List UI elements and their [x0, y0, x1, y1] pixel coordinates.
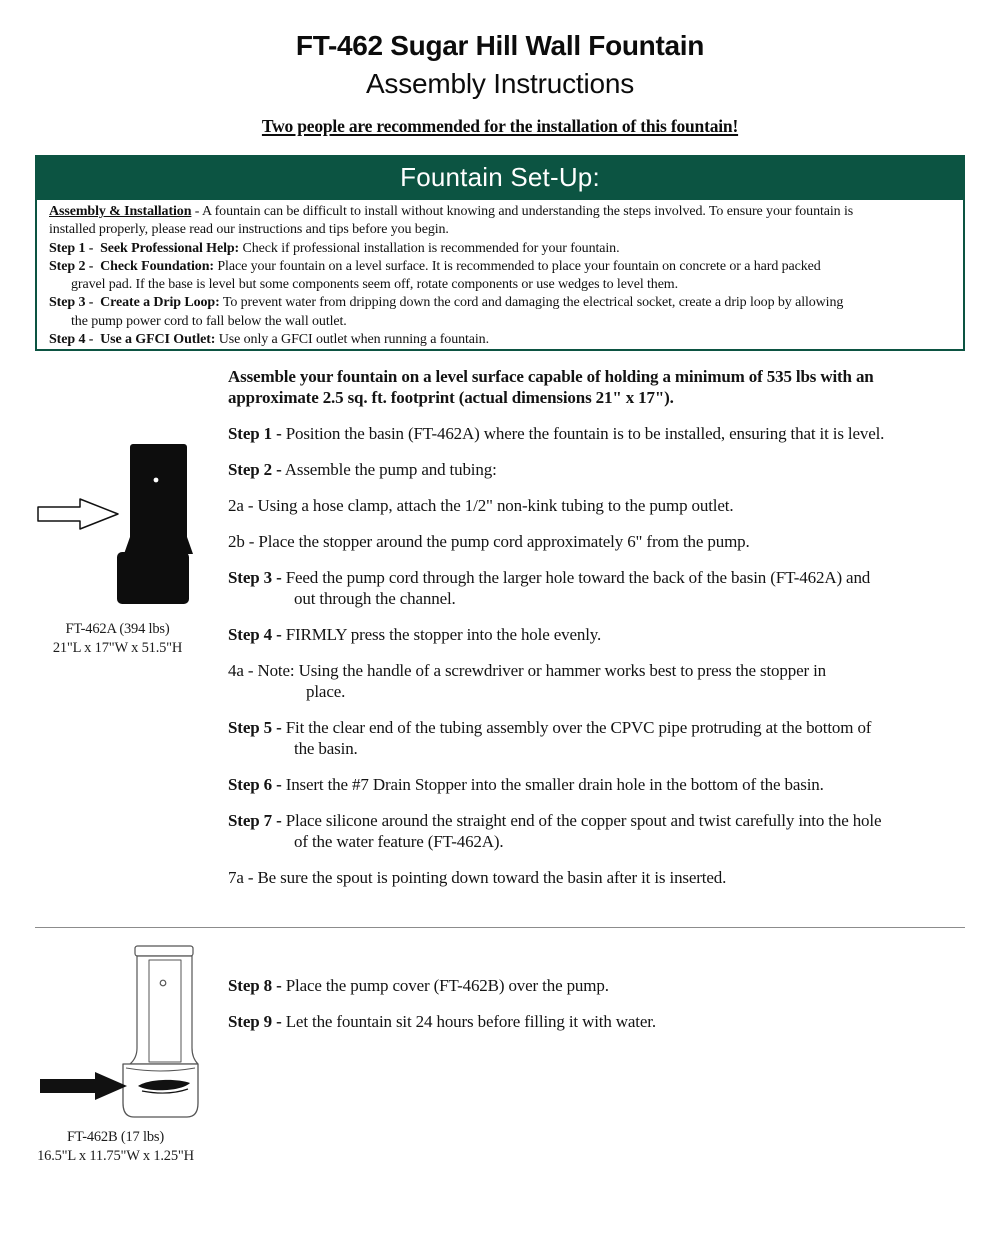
pump-cover-figure	[30, 940, 210, 1125]
assembly-step-7a: 7a - Be sure the spout is pointing down toward the basin after it is inserted.	[228, 868, 727, 887]
setup-intro	[49, 203, 951, 240]
assembly-step-5: Step 5 - Fit the clear end of the tubing assembly over the CPVC pipe protruding at the bottom of the basin.	[228, 718, 872, 758]
section-divider	[35, 927, 965, 928]
setup-step-1: Step 1 - Seek Professional Help: Check if professional installation is recommended for your fountain.	[49, 240, 620, 256]
assembly-step-2a: 2a - Using a hose clamp, attach the 1/2" non-kink tubing to the pump outlet.	[228, 496, 734, 515]
figure-a-caption-line1: FT-462A (394 lbs)	[65, 621, 170, 637]
setup-step-4: Step 4 - Use a GFCI Outlet: Use only a GFCI outlet when running a fountain.	[49, 332, 489, 348]
setup-step-2: Step 2 - Check Foundation: Place your fountain on a level surface. It is recommended to place your fountain on concrete or a hard packed gravel pad. If the base is level but some components seem off, rotate components or use wedges to level them.	[49, 258, 821, 293]
figure-a-caption-line2: 21"L x 17"W x 51.5"H	[52, 640, 183, 656]
assembly-step-4a: 4a - Note: Using the handle of a screwdriver or hammer works best to press the stopper in place.	[228, 661, 827, 701]
setup-step-3: Step 3 - Create a Drip Loop: To prevent water from dripping down the cord and damaging the electrical socket, create a drip loop by allowing the pump power cord to fall below the wall outlet.	[49, 295, 844, 329]
assembly-step-2: Step 2 - Assemble the pump and tubing:	[228, 460, 497, 479]
assembly-intro: Assemble your fountain on a level surface capable of holding a minimum of 535 lbs with an approximate 2.5 sq. ft. footprint (actual dimensions 21" x 17").	[228, 367, 874, 407]
assembly-step-4: Step 4 - FIRMLY press the stopper into the hole evenly.	[228, 625, 602, 644]
figure-a-caption	[25, 620, 210, 658]
page-title: FT-462 Sugar Hill Wall Fountain	[295, 30, 705, 61]
figure-b-caption-line1: FT-462B (17 lbs)	[67, 1129, 164, 1145]
assembly-step-2b: 2b - Place the stopper around the pump cord approximately 6" from the pump.	[228, 532, 750, 551]
assembly-step-7: Step 7 - Place silicone around the straight end of the copper spout and twist carefully into the hole of the water feature (FT-462A).	[228, 811, 882, 851]
fountain-b-outline	[123, 946, 198, 1117]
arrow-right-outline-icon	[38, 499, 118, 529]
installation-notice-text: Two people are recommended for the installation of this fountain!	[261, 116, 739, 136]
assembly-step-9: Step 9 - Let the fountain sit 24 hours before filling it with water.	[228, 1012, 656, 1031]
spout-hole-dot	[160, 980, 166, 986]
arrow-right-solid-icon	[40, 1072, 127, 1100]
setup-intro-line2: installed properly, please read our instructions and tips before you begin.	[49, 222, 449, 238]
fountain-silhouette-figure	[30, 440, 200, 610]
assembly-step-8: Step 8 - Place the pump cover (FT-462B) over the pump.	[228, 976, 609, 995]
assembly-instructions	[228, 366, 1000, 903]
assembly-step-6: Step 6 - Insert the #7 Drain Stopper into the smaller drain hole in the bottom of the basin.	[228, 775, 824, 794]
page-subtitle: Assembly Instructions	[365, 68, 635, 99]
fountain-a-silhouette	[117, 444, 193, 604]
installation-notice	[0, 115, 1000, 137]
setup-intro-label: Assembly & Installation	[49, 204, 192, 219]
fountain-setup-banner: Fountain Set-Up:	[35, 155, 965, 200]
figure-b-caption	[18, 1128, 213, 1166]
assembly-step-3: Step 3 - Feed the pump cord through the larger hole toward the back of the basin (FT-462A) and out through the channel.	[228, 568, 871, 608]
figure-b-caption-line2: 16.5"L x 11.75"W x 1.25"H	[37, 1148, 194, 1164]
fountain-setup-box	[35, 200, 965, 351]
assembly-instructions-part2	[228, 975, 1000, 1047]
setup-intro-line1: - A fountain can be difficult to install without knowing and understanding the steps involved. To ensure your fountain is	[194, 204, 854, 219]
spout-hole-dot	[154, 478, 159, 483]
assembly-step-1: Step 1 - Position the basin (FT-462A) where the fountain is to be installed, ensuring that it is level.	[228, 424, 885, 443]
